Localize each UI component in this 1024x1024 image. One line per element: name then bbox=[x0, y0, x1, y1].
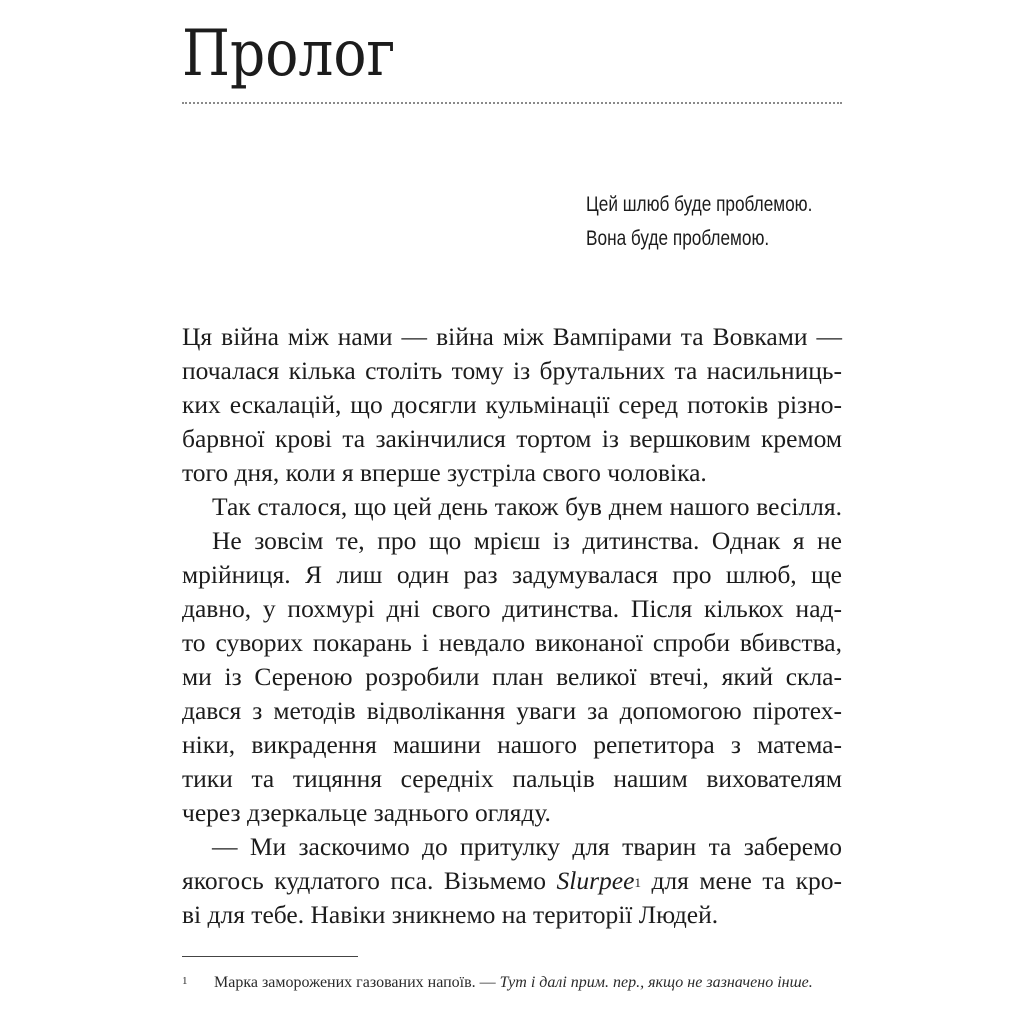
body-line: ніки, викрадення машини нашого репетитора з матема- bbox=[182, 730, 842, 759]
body-line: почалася кілька століть тому із брутальних та насильниць- bbox=[182, 356, 842, 385]
footnote-text bbox=[214, 970, 842, 996]
epigraph bbox=[586, 188, 812, 256]
body-line: Ця війна між нами — війна між Вампірами та Вовками — bbox=[182, 322, 842, 351]
body-line: барвної крові та закінчилися тортом із вершковим кремом bbox=[182, 424, 842, 453]
body-text bbox=[182, 320, 842, 932]
body-line-part: якогось кудлатого пса. Візьмемо bbox=[182, 866, 557, 895]
footnote bbox=[182, 970, 842, 996]
epigraph-line-1: Цей шлюб буде проблемою. bbox=[586, 193, 813, 216]
body-line: ві для тебе. Навіки зникнемо на території Людей. bbox=[182, 900, 719, 929]
body-line: тики та тицяння середніх пальців нашим вихователям bbox=[182, 764, 842, 793]
footnote-divider bbox=[182, 956, 358, 957]
body-line-part: для мене та кро- bbox=[640, 866, 842, 895]
chapter-title: Пролог bbox=[182, 17, 396, 91]
body-line: дався з методів відволікання уваги за допомогою піротех- bbox=[182, 696, 842, 725]
body-line: то суворих покарань і невдало виконаної спроби вбивства, bbox=[182, 628, 842, 657]
title-divider bbox=[182, 102, 842, 104]
body-line: — Ми заскочимо до притулку для тварин та заберемо bbox=[212, 832, 842, 861]
body-line: Не зовсім те, про що мрієш із дитинства. Однак я не bbox=[212, 526, 842, 555]
body-line: ких ескалацій, що досягли кульмінації серед потоків різно- bbox=[182, 390, 842, 419]
body-line-with-footnote bbox=[182, 864, 842, 898]
epigraph-line-2: Вона буде проблемою. bbox=[586, 227, 770, 250]
body-line: давно, у похмурі дні свого дитинства. Після кількох над- bbox=[182, 594, 842, 623]
footnote-text-italic: Тут і далі прим. пер., якщо не зазначено інше. bbox=[499, 974, 813, 991]
body-line: через дзеркальце заднього огляду. bbox=[182, 798, 551, 827]
footnote-number: 1 bbox=[182, 975, 188, 987]
body-line: мрійниця. Я лиш один раз задумувалася про шлюб, ще bbox=[182, 560, 842, 589]
body-line: ми із Сереною розробили план великої втечі, який скла- bbox=[182, 662, 842, 691]
footnote-text-plain: Марка заморожених газованих напоїв. — bbox=[214, 974, 500, 991]
footnote-reference[interactable]: 1 bbox=[634, 875, 641, 890]
body-line: того дня, коли я вперше зустріла свого чоловіка. bbox=[182, 458, 707, 487]
body-line: Так сталося, що цей день також був днем нашого весілля. bbox=[212, 492, 842, 521]
slurpee-term: Slurpee bbox=[556, 866, 635, 895]
